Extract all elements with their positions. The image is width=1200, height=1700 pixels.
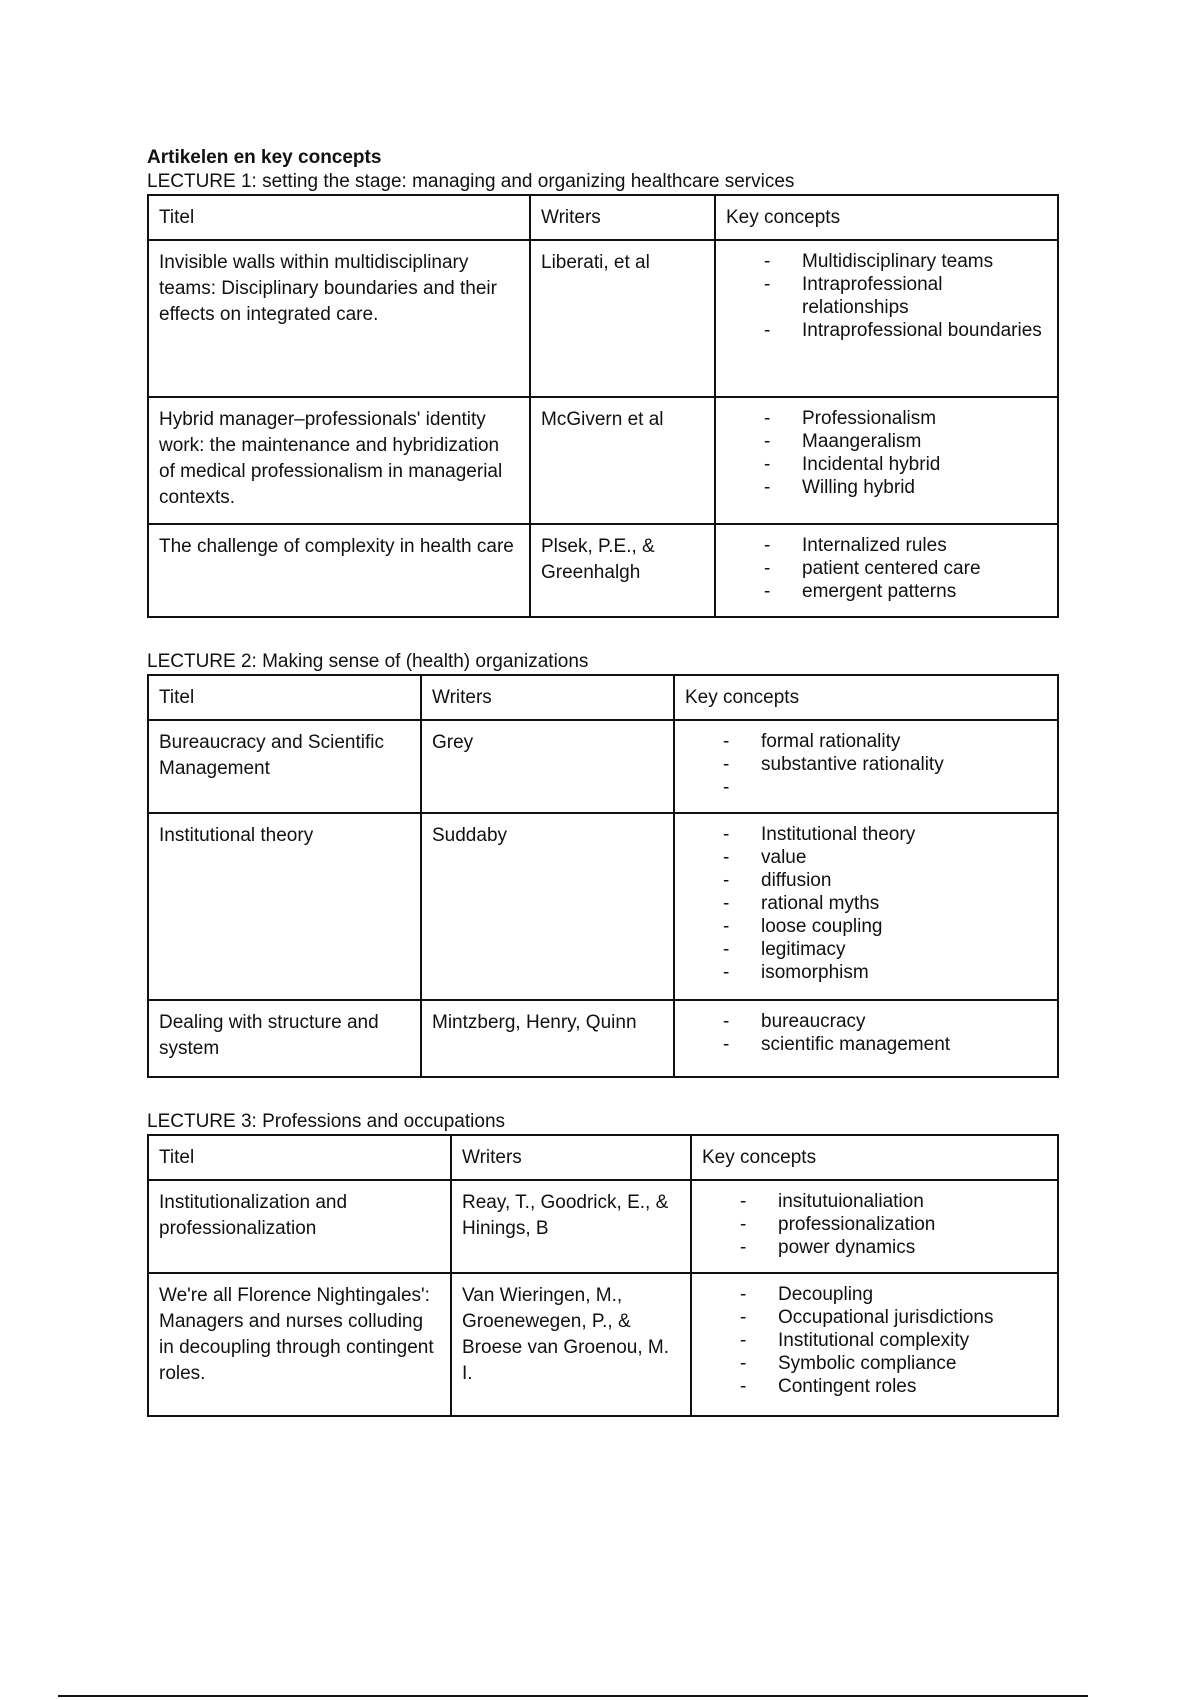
article-writers: Van Wieringen, M., Groenewegen, P., & Broese van Groenou, M. I. — [451, 1273, 691, 1416]
table-row — [148, 1000, 1058, 1077]
bullet-dash: - — [764, 477, 771, 498]
list-item: - formal rationality — [723, 731, 901, 752]
article-title: We're all Florence Nightingales': Managers and nurses colluding in decoupling through contingent roles. — [148, 1273, 451, 1416]
lecture-2-heading: LECTURE 2: Making sense of (health) organizations — [147, 651, 589, 672]
footer-rule — [58, 1695, 1088, 1697]
list-item: - isomorphism — [723, 962, 869, 983]
list-item: - Institutional complexity — [740, 1330, 970, 1351]
article-title: Institutionalization and professionalization — [148, 1180, 451, 1273]
header-title: Titel — [148, 675, 421, 720]
article-title: Invisible walls within multidisciplinary teams: Disciplinary boundaries and their effects on integrated care. — [148, 240, 530, 397]
bullet-dash: - — [764, 431, 771, 452]
bullet-dash: - — [764, 251, 771, 272]
table-header-row — [148, 675, 1058, 720]
table-row — [148, 720, 1058, 813]
bullet-dash: - — [723, 847, 730, 868]
table-row — [148, 1273, 1058, 1416]
header-writers: Writers — [530, 195, 715, 240]
key-concepts-list — [726, 534, 1047, 603]
key-concepts-list — [685, 730, 1047, 799]
lecture-2-section — [147, 650, 1057, 1078]
list-item: - Contingent roles — [740, 1376, 917, 1397]
list-item: - Symbolic compliance — [740, 1353, 957, 1374]
list-item: - professionalization — [740, 1214, 936, 1235]
bullet-dash: - — [723, 731, 730, 752]
article-title: Hybrid manager–professionals' identity work: the maintenance and hybridization of medical professionalism in managerial contexts. — [148, 397, 530, 524]
list-item: - diffusion — [723, 870, 832, 891]
article-title: Institutional theory — [148, 813, 421, 1000]
article-writers: Grey — [421, 720, 674, 813]
table-row — [148, 524, 1058, 617]
bullet-dash: - — [723, 962, 730, 983]
bullet-dash: - — [764, 454, 771, 475]
bullet-dash: - — [740, 1214, 747, 1235]
bullet-dash: - — [740, 1353, 747, 1374]
list-item: - Internalized rules — [764, 535, 947, 556]
table-header-row — [148, 1135, 1058, 1180]
table-row — [148, 1180, 1058, 1273]
lecture-3-section — [147, 1110, 1057, 1417]
table-row — [148, 240, 1058, 397]
list-item: - rational myths — [723, 893, 880, 914]
article-writers: Mintzberg, Henry, Quinn — [421, 1000, 674, 1077]
bullet-dash: - — [723, 916, 730, 937]
list-item: - substantive rationality — [723, 754, 944, 775]
article-writers: Reay, T., Goodrick, E., & Hinings, B — [451, 1180, 691, 1273]
article-writers: Liberati, et al — [530, 240, 715, 397]
header-key-concepts: Key concepts — [691, 1135, 1058, 1180]
key-concepts-cell — [691, 1180, 1058, 1273]
lecture-1-table — [147, 194, 1059, 618]
page-content — [147, 146, 1057, 1417]
key-concepts-cell — [715, 524, 1058, 617]
key-concepts-list — [726, 407, 1047, 499]
bullet-dash: - — [764, 320, 771, 341]
list-item: - Institutional theory — [723, 824, 916, 845]
key-concepts-list — [685, 823, 1047, 984]
article-title: Dealing with structure and system — [148, 1000, 421, 1077]
key-concepts-list — [726, 250, 1047, 342]
bullet-dash: - — [764, 274, 771, 295]
bullet-dash: - — [723, 1011, 730, 1032]
bullet-dash: - — [723, 824, 730, 845]
list-item: - bureaucracy — [723, 1011, 866, 1032]
bullet-dash: - — [740, 1376, 747, 1397]
bullet-dash: - — [764, 581, 771, 602]
header-writers: Writers — [451, 1135, 691, 1180]
list-item: - Occupational jurisdictions — [740, 1307, 994, 1328]
key-concepts-cell — [674, 813, 1058, 1000]
document-title: Artikelen en key concepts — [147, 147, 382, 168]
bullet-dash: - — [723, 939, 730, 960]
lecture-1-heading: LECTURE 1: setting the stage: managing and organizing healthcare services — [147, 171, 795, 192]
bullet-dash: - — [740, 1237, 747, 1258]
header-title: Titel — [148, 1135, 451, 1180]
article-writers: Plsek, P.E., & Greenhalgh — [530, 524, 715, 617]
article-writers: McGivern et al — [530, 397, 715, 524]
bullet-dash: - — [764, 535, 771, 556]
lecture-3-heading: LECTURE 3: Professions and occupations — [147, 1111, 506, 1132]
key-concepts-cell — [674, 1000, 1058, 1077]
key-concepts-cell — [715, 397, 1058, 524]
table-row — [148, 397, 1058, 524]
header-title: Titel — [148, 195, 530, 240]
bullet-dash: - — [740, 1330, 747, 1351]
list-item: - Decoupling — [740, 1284, 874, 1305]
bullet-dash: - — [723, 754, 730, 775]
list-item: - Incidental hybrid — [764, 454, 941, 475]
bullet-dash: - — [723, 893, 730, 914]
bullet-dash: - — [764, 408, 771, 429]
lecture-1-section — [147, 170, 1057, 618]
article-title: Bureaucracy and Scientific Management — [148, 720, 421, 813]
list-item: - legitimacy — [723, 939, 846, 960]
list-item: - power dynamics — [740, 1237, 916, 1258]
list-item: - Professionalism — [764, 408, 937, 429]
list-item: - Willing hybrid — [764, 477, 915, 498]
key-concepts-cell — [715, 240, 1058, 397]
list-item — [723, 776, 1047, 799]
bullet-dash: - — [740, 1191, 747, 1212]
list-item: - value — [723, 847, 807, 868]
list-item: - insitutuionaliation — [740, 1191, 924, 1212]
header-writers: Writers — [421, 675, 674, 720]
lecture-3-table — [147, 1134, 1059, 1417]
key-concepts-list — [702, 1283, 1047, 1398]
lecture-2-table — [147, 674, 1059, 1078]
article-title: The challenge of complexity in health care — [148, 524, 530, 617]
header-key-concepts: Key concepts — [674, 675, 1058, 720]
bullet-dash: - — [723, 870, 730, 891]
key-concepts-list — [685, 1010, 1047, 1056]
key-concepts-list — [702, 1190, 1047, 1259]
bullet-dash: - — [740, 1284, 747, 1305]
bullet-dash: - — [740, 1307, 747, 1328]
list-item: - scientific management — [723, 1034, 951, 1055]
list-item: - loose coupling — [723, 916, 883, 937]
table-header-row — [148, 195, 1058, 240]
bullet-dash: - — [764, 558, 771, 579]
bullet-dash: - — [723, 777, 730, 798]
key-concepts-cell — [691, 1273, 1058, 1416]
header-key-concepts: Key concepts — [715, 195, 1058, 240]
list-item: - patient centered care — [764, 558, 981, 579]
article-writers: Suddaby — [421, 813, 674, 1000]
list-item: - Maangeralism — [764, 431, 922, 452]
key-concepts-cell — [674, 720, 1058, 813]
list-item: - Intraprofessional relationships — [764, 274, 943, 318]
table-row — [148, 813, 1058, 1000]
bullet-dash: - — [723, 1034, 730, 1055]
list-item: - emergent patterns — [764, 581, 957, 602]
list-item: - Intraprofessional boundaries — [764, 320, 1042, 341]
list-item: - Multidisciplinary teams — [764, 251, 994, 272]
